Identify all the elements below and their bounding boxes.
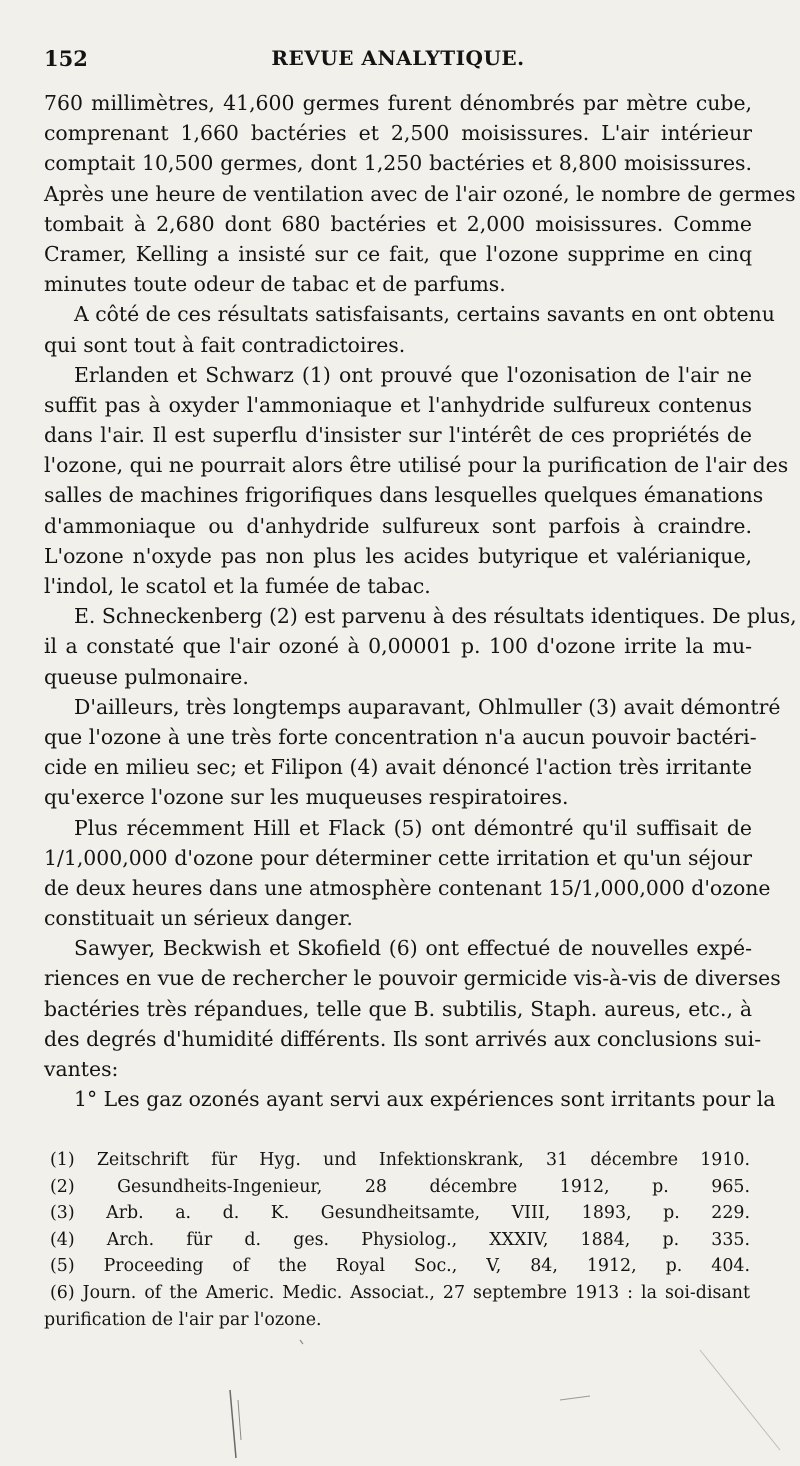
footnotes <box>44 1147 750 1333</box>
text-line: constituait un sérieux danger. <box>44 906 353 931</box>
text-line: vantes: <box>44 1057 119 1081</box>
text-line: Sawyer, Beckwish et Skofield (6) ont effectué de nouvelles expé- <box>74 936 752 961</box>
text-line: 1° Les gaz ozonés ayant servi aux expériences sont irritants pour la <box>74 1087 776 1112</box>
footnote: (5) Proceeding of the Royal Soc., V, 84, 1912, p. 404. <box>50 1256 750 1277</box>
text-line: Plus récemment Hill et Flack (5) ont démontré qu'il suffisait de <box>74 815 752 840</box>
text-line: qui sont tout à fait contradictoires. <box>44 332 406 357</box>
paper-scratch-marks <box>0 1330 800 1466</box>
text-line: suffit pas à oxyder l'ammoniaque et l'anhydride sulfureux contenus <box>44 392 752 417</box>
text-line: comptait 10,500 germes, dont 1,250 bactéries et 8,800 moisissures. <box>44 151 752 176</box>
footnote: (2) Gesundheits-Ingenieur, 28 décembre 1912, p. 965. <box>50 1176 750 1197</box>
text-line: minutes toute odeur de tabac et de parfums. <box>44 272 506 297</box>
text-line: Après une heure de ventilation avec de l'air ozoné, le nombre de germes <box>44 181 796 206</box>
text-line: cide en milieu sec; et Filipon (4) avait dénoncé l'action très irritante <box>44 755 752 780</box>
text-line: l'ozone, qui ne pourrait alors être utilisé pour la purification de l'air des <box>44 453 789 478</box>
text-line: A côté de ces résultats satisfaisants, certains savants en ont obtenu <box>74 302 775 327</box>
text-line: D'ailleurs, très longtemps auparavant, Ohlmuller (3) avait démontré <box>74 694 781 719</box>
text-line: bactéries très répandues, telle que B. subtilis, Staph. aureus, etc., à <box>44 996 752 1021</box>
article-body <box>44 88 797 1114</box>
text-line: il a constaté que l'air ozoné à 0,00001 p. 100 d'ozone irrite la mu- <box>44 634 752 659</box>
footnote: (4) Arch. für d. ges. Physiolog., XXXIV, 1884, p. 335. <box>50 1229 750 1250</box>
footnote: (3) Arb. a. d. K. Gesundheitsamte, VIII, 1893, p. 229. <box>50 1203 750 1224</box>
text-line: qu'exerce l'ozone sur les muqueuses respiratoires. <box>44 785 569 810</box>
page-number: 152 <box>44 46 88 71</box>
text-line: 1/1,000,000 d'ozone pour déterminer cette irritation et qu'un séjour <box>44 845 752 870</box>
text-line: E. Schneckenberg (2) est parvenu à des résultats identiques. De plus, <box>74 604 797 629</box>
text-line: Erlanden et Schwarz (1) ont prouvé que l'ozonisation de l'air ne <box>74 362 752 387</box>
text-line: riences en vue de rechercher le pouvoir germicide vis-à-vis de diverses <box>44 966 781 991</box>
text-line: tombait à 2,680 dont 680 bactéries et 2,000 moisissures. Comme <box>44 211 752 236</box>
text-line: queuse pulmonaire. <box>44 664 249 689</box>
text-line: dans l'air. Il est superflu d'insister sur l'intérêt de ces propriétés de <box>44 423 752 448</box>
text-line: l'indol, le scatol et la fumée de tabac. <box>44 574 431 598</box>
text-line: L'ozone n'oxyde pas non plus les acides butyrique et valérianique, <box>44 543 752 568</box>
text-line: que l'ozone à une très forte concentration n'a aucun pouvoir bactéri- <box>44 724 757 749</box>
footnote: (6) Journ. of the Americ. Medic. Associat., 27 septembre 1913 : la soi-disant <box>50 1282 750 1303</box>
text-line: comprenant 1,660 bactéries et 2,500 moisissures. L'air intérieur <box>44 121 752 146</box>
text-line: de deux heures dans une atmosphère contenant 15/1,000,000 d'ozone <box>44 875 771 900</box>
text-line: Cramer, Kelling a insisté sur ce fait, que l'ozone supprime en cinq <box>44 241 752 266</box>
footnote: purification de l'air par l'ozone. <box>44 1309 322 1330</box>
footnote: (1) Zeitschrift für Hyg. und Infektionskrank, 31 décembre 1910. <box>50 1150 750 1170</box>
text-line: des degrés d'humidité différents. Ils sont arrivés aux conclusions sui- <box>44 1026 762 1051</box>
text-line: 760 millimètres, 41,600 germes furent dénombrés par mètre cube, <box>44 91 752 115</box>
running-title: REVUE ANALYTIQUE. <box>271 46 525 70</box>
text-line: salles de machines frigorifiques dans lesquelles quelques émanations <box>44 483 764 508</box>
page-header <box>44 46 752 80</box>
text-line: d'ammoniaque ou d'anhydride sulfureux sont parfois à craindre. <box>44 513 752 538</box>
